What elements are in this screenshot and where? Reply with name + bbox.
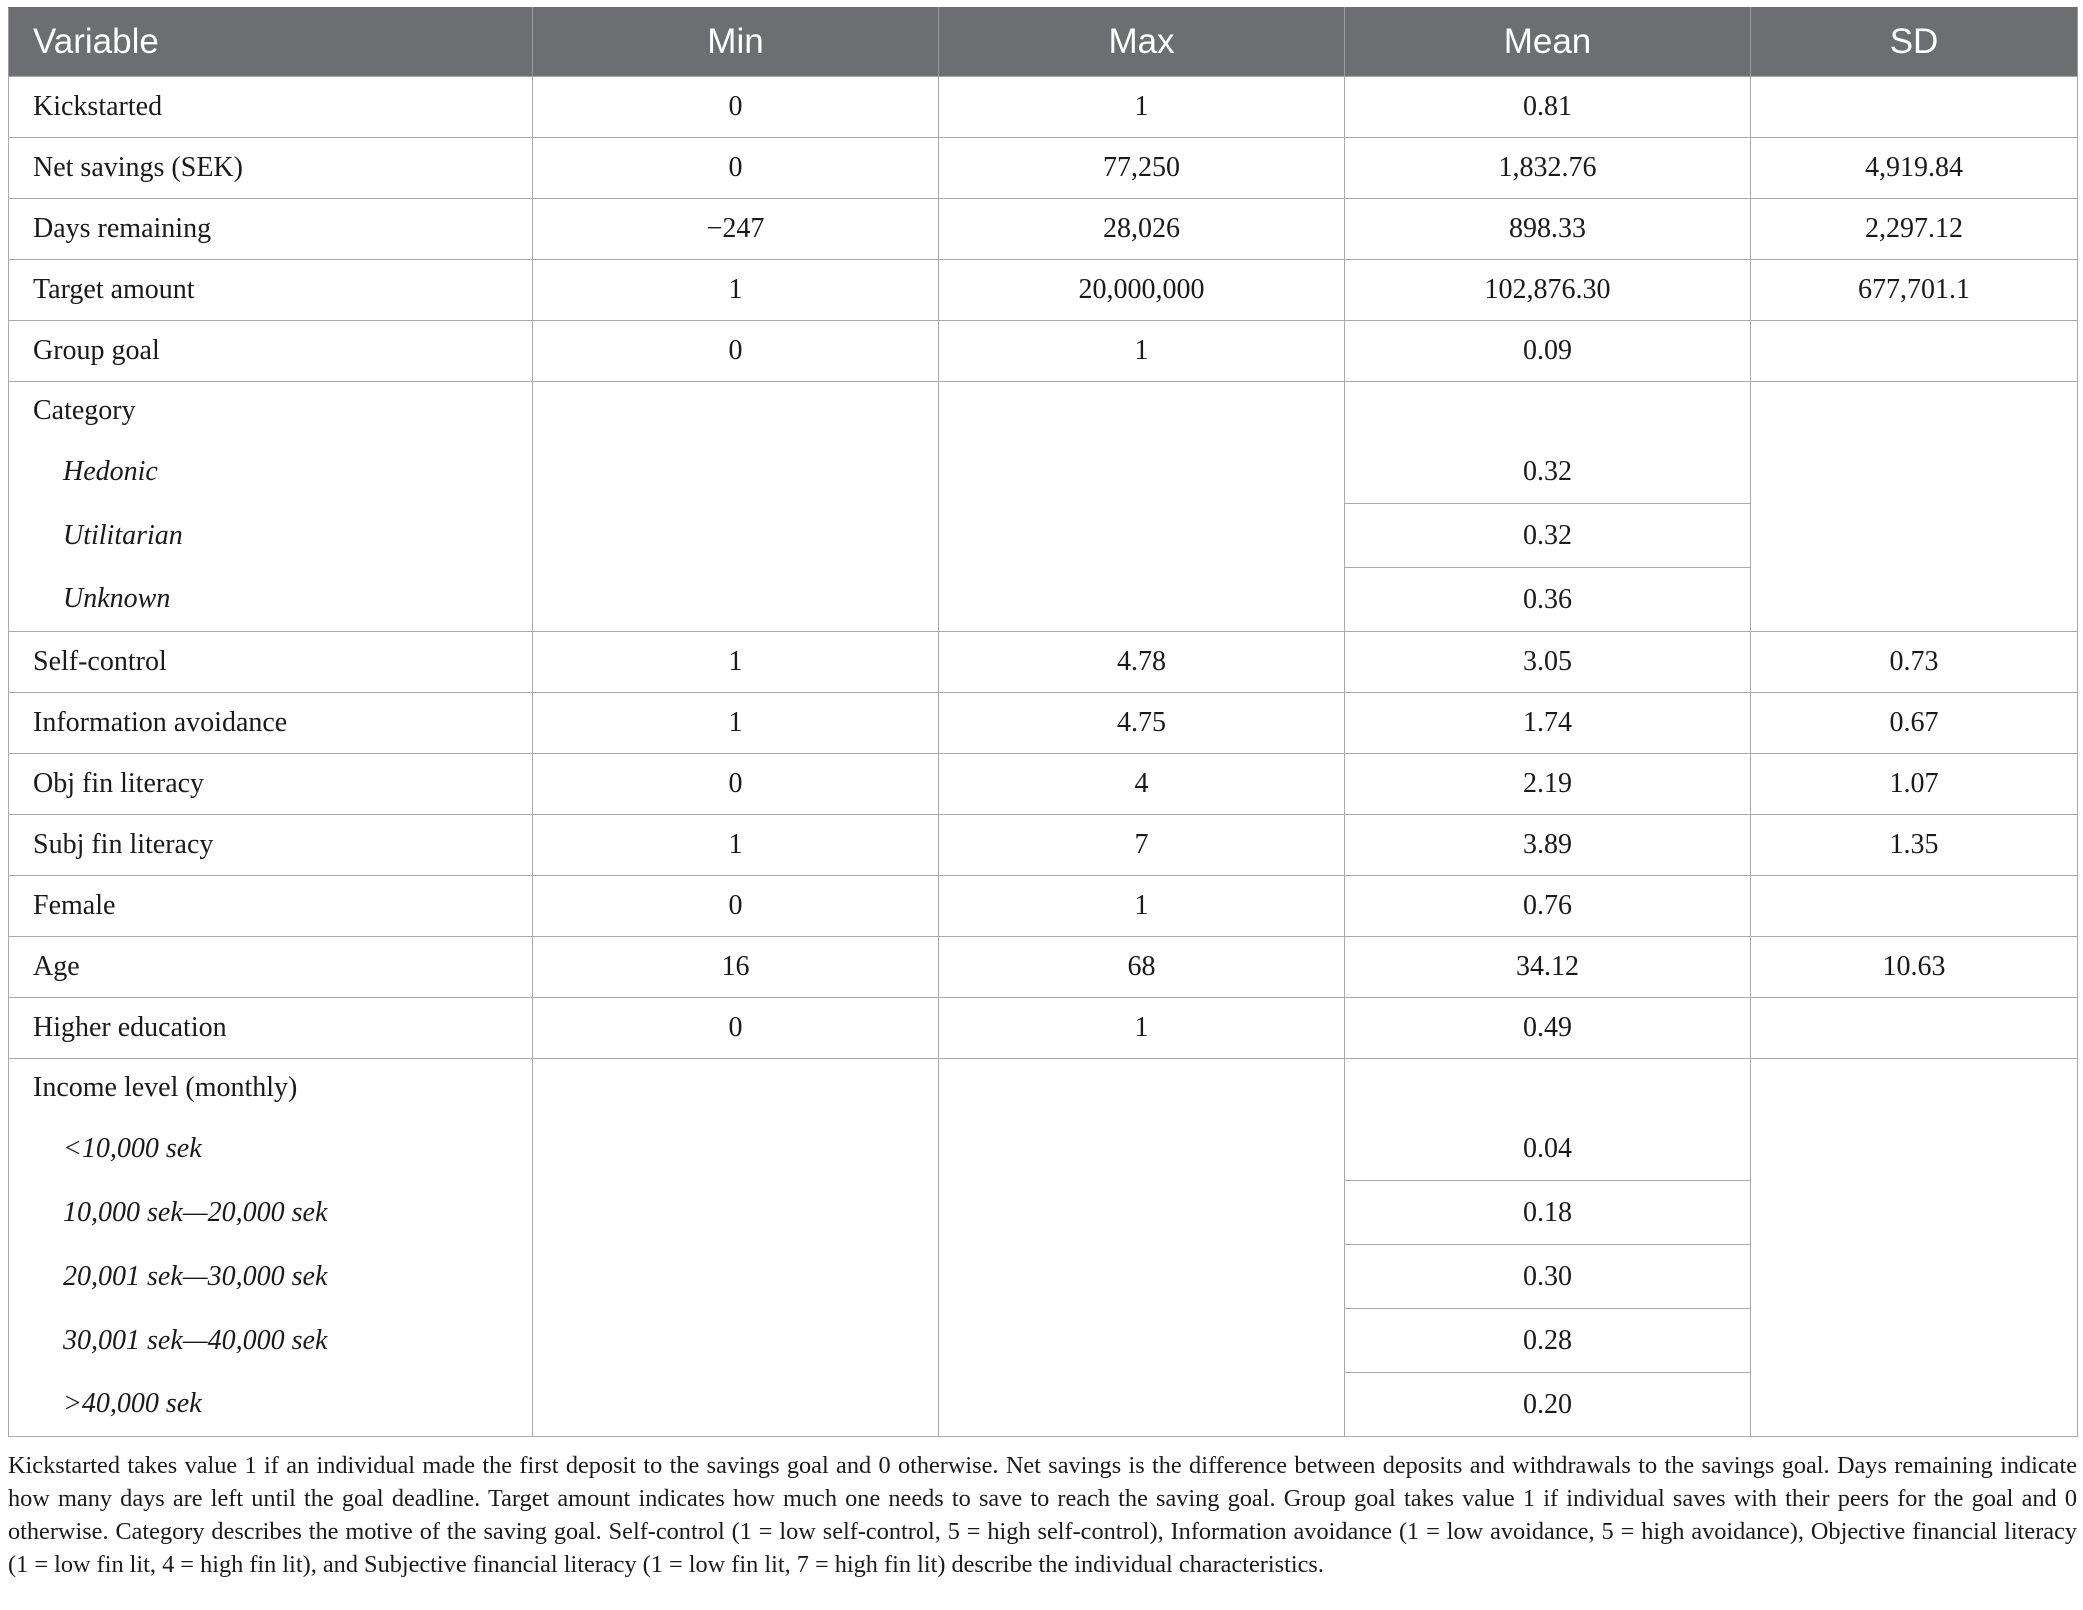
- cell-max: 1: [939, 876, 1345, 937]
- income-item-row: [9, 1245, 2078, 1309]
- cell-mean: 0.04: [1345, 1117, 1751, 1181]
- cell-max: [939, 1117, 1345, 1181]
- income-item-label: 30,001 sek—40,000 sek: [9, 1309, 533, 1373]
- cell-mean: 2.19: [1345, 754, 1751, 815]
- cell-min: 1: [533, 632, 939, 693]
- cell-variable: Kickstarted: [9, 77, 533, 138]
- cell-variable: Group goal: [9, 321, 533, 382]
- cell-sd: [1751, 876, 2078, 937]
- cell-sd: 677,701.1: [1751, 260, 2078, 321]
- cell-min: 1: [533, 693, 939, 754]
- cell-max: 4: [939, 754, 1345, 815]
- cell-mean: [1345, 1059, 1751, 1118]
- cell-mean: 102,876.30: [1345, 260, 1751, 321]
- table-header: [9, 8, 2078, 77]
- income-item-label: <10,000 sek: [9, 1117, 533, 1181]
- table-row: [9, 199, 2078, 260]
- cell-variable: Target amount: [9, 260, 533, 321]
- income-header-row: [9, 1059, 2078, 1118]
- income-item-label: 20,001 sek—30,000 sek: [9, 1245, 533, 1309]
- cell-min: 0: [533, 876, 939, 937]
- cell-max: 4.75: [939, 693, 1345, 754]
- cell-mean: 0.28: [1345, 1309, 1751, 1373]
- cell-sd: [1751, 504, 2078, 568]
- cell-max: [939, 1309, 1345, 1373]
- cell-max: 7: [939, 815, 1345, 876]
- cell-mean: 0.76: [1345, 876, 1751, 937]
- category-item-row: [9, 440, 2078, 504]
- cell-sd: 1.07: [1751, 754, 2078, 815]
- cell-max: [939, 504, 1345, 568]
- cell-sd: [1751, 998, 2078, 1059]
- income-item-row: [9, 1373, 2078, 1437]
- cell-mean: 0.36: [1345, 568, 1751, 632]
- descriptive-statistics-table-container: [8, 7, 2077, 1437]
- cell-max: 4.78: [939, 632, 1345, 693]
- income-item-row: [9, 1309, 2078, 1373]
- table-row: [9, 138, 2078, 199]
- header-sd: SD: [1751, 8, 2078, 77]
- cell-mean: 0.81: [1345, 77, 1751, 138]
- cell-min: 1: [533, 815, 939, 876]
- cell-min: [533, 1245, 939, 1309]
- cell-max: 77,250: [939, 138, 1345, 199]
- cell-mean: 1,832.76: [1345, 138, 1751, 199]
- cell-sd: [1751, 382, 2078, 441]
- cell-mean: [1345, 382, 1751, 441]
- income-item-label: >40,000 sek: [9, 1373, 533, 1437]
- cell-min: −247: [533, 199, 939, 260]
- cell-min: [533, 1309, 939, 1373]
- table-row: [9, 693, 2078, 754]
- cell-max: 20,000,000: [939, 260, 1345, 321]
- cell-sd: 2,297.12: [1751, 199, 2078, 260]
- cell-sd: [1751, 1309, 2078, 1373]
- cell-variable: Subj fin literacy: [9, 815, 533, 876]
- income-item-label: 10,000 sek—20,000 sek: [9, 1181, 533, 1245]
- cell-mean: 0.49: [1345, 998, 1751, 1059]
- cell-max: [939, 440, 1345, 504]
- category-item-label: Hedonic: [9, 440, 533, 504]
- cell-variable: Self-control: [9, 632, 533, 693]
- table-row: [9, 77, 2078, 138]
- table-row: [9, 815, 2078, 876]
- category-item-row: [9, 568, 2078, 632]
- cell-min: [533, 504, 939, 568]
- cell-sd: [1751, 1117, 2078, 1181]
- cell-sd: [1751, 568, 2078, 632]
- cell-variable: Obj fin literacy: [9, 754, 533, 815]
- header-mean: Mean: [1345, 8, 1751, 77]
- cell-mean: 3.05: [1345, 632, 1751, 693]
- cell-max: [939, 1181, 1345, 1245]
- cell-sd: [1751, 440, 2078, 504]
- cell-min: 1: [533, 260, 939, 321]
- cell-mean: 0.30: [1345, 1245, 1751, 1309]
- cell-min: [533, 1117, 939, 1181]
- cell-mean: 34.12: [1345, 937, 1751, 998]
- table-row: [9, 632, 2078, 693]
- cell-variable: Net savings (SEK): [9, 138, 533, 199]
- cell-min: 0: [533, 998, 939, 1059]
- category-label: Category: [9, 382, 533, 441]
- cell-mean: 0.32: [1345, 440, 1751, 504]
- income-item-row: [9, 1117, 2078, 1181]
- cell-mean: 0.09: [1345, 321, 1751, 382]
- cell-variable: Female: [9, 876, 533, 937]
- cell-max: 1: [939, 998, 1345, 1059]
- cell-mean: 0.32: [1345, 504, 1751, 568]
- category-item-label: Utilitarian: [9, 504, 533, 568]
- table-row: [9, 998, 2078, 1059]
- cell-mean: 0.18: [1345, 1181, 1751, 1245]
- cell-max: [939, 382, 1345, 441]
- category-header-row: [9, 382, 2078, 441]
- table-row: [9, 876, 2078, 937]
- cell-min: [533, 382, 939, 441]
- cell-sd: [1751, 321, 2078, 382]
- descriptive-statistics-table: [8, 7, 2078, 1437]
- cell-min: 16: [533, 937, 939, 998]
- cell-mean: 898.33: [1345, 199, 1751, 260]
- cell-max: 68: [939, 937, 1345, 998]
- cell-max: [939, 1373, 1345, 1437]
- cell-variable: Days remaining: [9, 199, 533, 260]
- cell-max: [939, 568, 1345, 632]
- cell-min: [533, 568, 939, 632]
- cell-min: [533, 1181, 939, 1245]
- cell-mean: 1.74: [1345, 693, 1751, 754]
- cell-max: 1: [939, 321, 1345, 382]
- cell-sd: [1751, 1373, 2078, 1437]
- cell-min: 0: [533, 321, 939, 382]
- cell-max: [939, 1245, 1345, 1309]
- header-min: Min: [533, 8, 939, 77]
- cell-sd: 1.35: [1751, 815, 2078, 876]
- cell-sd: 0.67: [1751, 693, 2078, 754]
- cell-sd: 4,919.84: [1751, 138, 2078, 199]
- cell-mean: 0.20: [1345, 1373, 1751, 1437]
- cell-min: 0: [533, 138, 939, 199]
- header-max: Max: [939, 8, 1345, 77]
- header-row: [9, 8, 2078, 77]
- income-label: Income level (monthly): [9, 1059, 533, 1118]
- cell-min: 0: [533, 77, 939, 138]
- cell-max: 28,026: [939, 199, 1345, 260]
- cell-max: 1: [939, 77, 1345, 138]
- cell-min: [533, 1373, 939, 1437]
- cell-sd: [1751, 77, 2078, 138]
- table-row: [9, 321, 2078, 382]
- table-row: [9, 754, 2078, 815]
- cell-sd: [1751, 1245, 2078, 1309]
- cell-max: [939, 1059, 1345, 1118]
- table-row: [9, 260, 2078, 321]
- cell-min: [533, 1059, 939, 1118]
- cell-variable: Information avoidance: [9, 693, 533, 754]
- cell-min: [533, 440, 939, 504]
- cell-sd: 10.63: [1751, 937, 2078, 998]
- cell-min: 0: [533, 754, 939, 815]
- category-item-row: [9, 504, 2078, 568]
- cell-mean: 3.89: [1345, 815, 1751, 876]
- category-item-label: Unknown: [9, 568, 533, 632]
- cell-variable: Age: [9, 937, 533, 998]
- table-footnote: Kickstarted takes value 1 if an individual made the first deposit to the savings goal and 0 otherwise. Net savings is the difference between deposits and withdrawals to the savings goal. Days remaining indicate how many days are left until the goal deadline. Target amount indicates how much one needs to save to reach the saving goal. Group goal takes value 1 if individual saves with their peers for the goal and 0 otherwise. Category describes the motive of the saving goal. Self-control (1 = low self-control, 5 = high self-control), Information avoidance (1 = low avoidance, 5 = high avoidance), Objective financial literacy (1 = low fin lit, 4 = high fin lit), and Subjective financial literacy (1 = low fin lit, 7 = high fin lit) describe the individual characteristics.: [8, 1452, 2077, 1578]
- table-body: [9, 77, 2078, 1437]
- cell-sd: [1751, 1181, 2078, 1245]
- table-row: [9, 937, 2078, 998]
- income-item-row: [9, 1181, 2078, 1245]
- cell-sd: 0.73: [1751, 632, 2078, 693]
- cell-variable: Higher education: [9, 998, 533, 1059]
- cell-sd: [1751, 1059, 2078, 1118]
- header-variable: Variable: [9, 8, 533, 77]
